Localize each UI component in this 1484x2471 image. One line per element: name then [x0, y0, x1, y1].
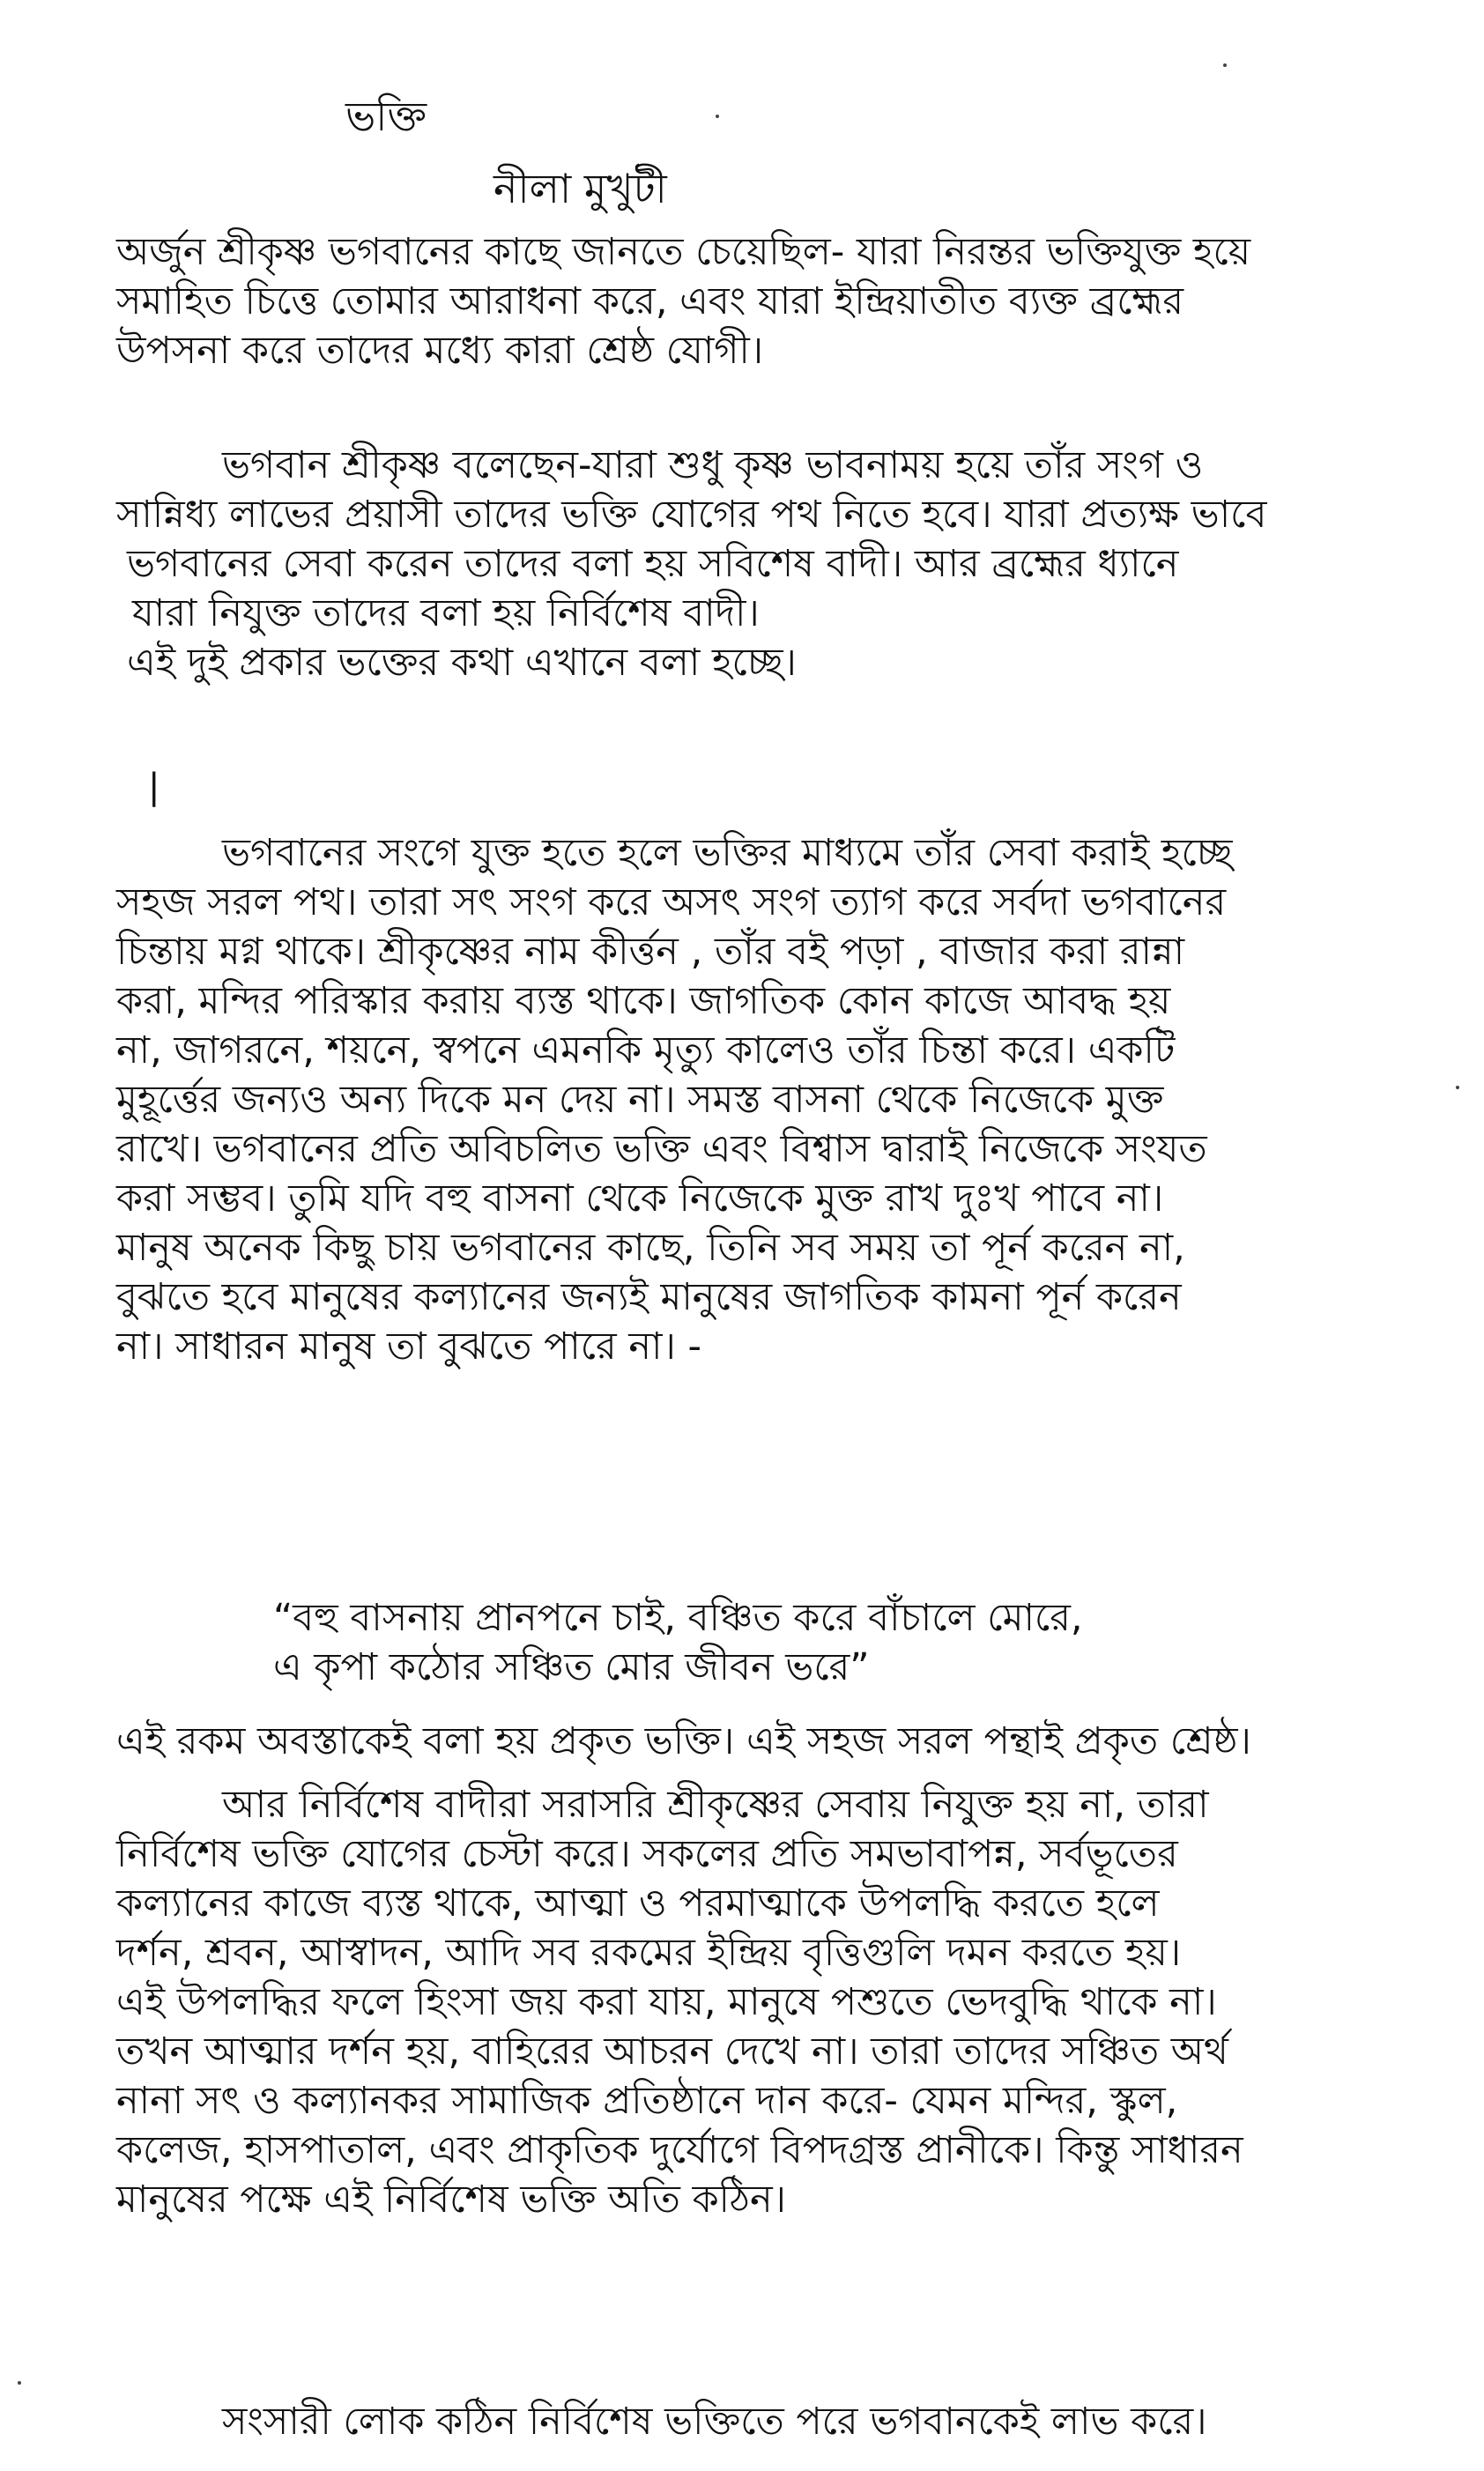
- paragraph-6: [116, 2397, 1456, 2446]
- scan-speck: [1223, 63, 1227, 67]
- quote-line: এ কৃপা কঠোর সঞ্চিত মোর জীবন ভরে”: [273, 1645, 870, 1689]
- stray-mark: |: [148, 767, 160, 807]
- text-line: আর নির্বিশেষ বাদীরা সরাসরি শ্রীকৃষ্ণের সেবায় নিযুক্ত হয় না, তারা: [222, 1783, 1209, 1827]
- text-line: এই উপলদ্ধির ফলে হিংসা জয় করা যায়, মানুষে পশুতে ভেদবুদ্ধি থাকে না।: [116, 1980, 1217, 2024]
- text-line: নানা সৎ ও কল্যানকর সামাজিক প্রতিষ্ঠানে দান করে- যেমন মন্দির, স্কুল,: [116, 2079, 1178, 2123]
- text-line: মুহূর্ত্তের জন্যও অন্য দিকে মন দেয় না। সমস্ত বাসনা থেকে নিজেকে মুক্ত: [116, 1078, 1164, 1122]
- paragraph-1: [116, 227, 1456, 375]
- text-line: অর্জুন শ্রীকৃষ্ণ ভগবানের কাছে জানতে চেয়েছিল- যারা নিরন্তর ভক্তিযুক্ত হয়ে: [116, 230, 1251, 274]
- text-line: রাখে। ভগবানের প্রতি অবিচলিত ভক্তি এবং বিশ্বাস দ্বারাই নিজেকে সংযত: [116, 1127, 1207, 1171]
- text-line: করা সম্ভব। তুমি যদি বহু বাসনা থেকে নিজেকে মুক্ত রাখ দুঃখ পাবে না।: [116, 1176, 1164, 1221]
- text-line: নির্বিশেষ ভক্তি যোগের চেস্টা করে। সকলের প্রতি সমভাবাপন্ন, সর্বভূতের: [116, 1832, 1178, 1876]
- text-line: ভগবানের সংগে যুক্ত হতে হলে ভক্তির মাধ্যমে তাঁর সেবা করাই হচ্ছে: [222, 831, 1233, 875]
- text-line: কলেজ, হাসপাতাল, এবং প্রাকৃতিক দুর্যোগে বিপদগ্রস্ত প্রানীকে। কিন্তু সাধারন: [116, 2128, 1243, 2172]
- scan-speck: [716, 115, 719, 118]
- paragraph-4: [116, 1717, 1456, 1766]
- text-line: সান্নিধ্য লাভের প্রয়াসী তাদের ভক্তি যোগের পথ নিতে হবে। যারা প্রত্যক্ষ ভাবে: [116, 493, 1267, 537]
- poem-quote: [273, 1593, 1484, 1692]
- paragraph-5: [116, 1780, 1456, 2224]
- paragraph-2: [116, 441, 1456, 687]
- text-line: না। সাধারন মানুষ তা বুঝতে পারে না। -: [116, 1325, 702, 1369]
- text-line: এই রকম অবস্তাকেই বলা হয় প্রকৃত ভক্তি। এই সহজ সরল পন্থাই প্রকৃত শ্রেষ্ঠ।: [116, 1719, 1251, 1763]
- text-line: তখন আত্মার দর্শন হয়, বাহিরের আচরন দেখে না। তারা তাদের সঞ্চিত অর্থ: [116, 2029, 1228, 2074]
- text-line: এই দুই প্রকার ভক্তের কথা এখানে বলা হচ্ছে।: [127, 641, 797, 685]
- text-line: ভগবানের সেবা করেন তাদের বলা হয় সবিশেষ বাদী। আর ব্রহ্মের ধ্যানে: [127, 542, 1179, 586]
- text-line: যারা নিযুক্ত তাদের বলা হয় নির্বিশেষ বাদী।: [132, 591, 760, 635]
- text-line: বুঝতে হবে মানুষের কল্যানের জন্যই মানুষের জাগতিক কামনা পূর্ন করেন: [116, 1275, 1182, 1319]
- text-line: কল্যানের কাজে ব্যস্ত থাকে, আত্মা ও পরমাত্মাকে উপলদ্ধি করতে হলে: [116, 1881, 1160, 1926]
- text-line: ভগবান শ্রীকৃষ্ণ বলেছেন-যারা শুধু কৃষ্ণ ভাবনাময় হয়ে তাঁর সংগ ও: [222, 443, 1204, 487]
- text-line: মানুষের পক্ষে এই নির্বিশেষ ভক্তি অতি কঠিন।: [116, 2178, 787, 2222]
- text-line: মানুষ অনেক কিছু চায় ভগবানের কাছে, তিনি সব সময় তা পূর্ন করেন না,: [116, 1226, 1185, 1270]
- text-line: করা, মন্দির পরিস্কার করায় ব্যস্ত থাকে। জাগতিক কোন কাজে আবদ্ধ হয়: [116, 979, 1171, 1023]
- text-line: না, জাগরনে, শয়নে, স্বপনে এমনকি মৃত্যু কালেও তাঁর চিন্তা করে। একটি: [116, 1028, 1176, 1072]
- text-line: সমাহিত চিত্তে তোমার আরাধনা করে, এবং যারা ইন্দ্রিয়াতীত ব্যক্ত ব্রহ্মের: [116, 279, 1184, 323]
- scan-speck: [1456, 1086, 1459, 1089]
- text-line: সহজ সরল পথ। তারা সৎ সংগ করে অসৎ সংগ ত্যাগ করে সর্বদা ভগবানের: [116, 880, 1227, 924]
- text-line: দর্শন, শ্রবন, আস্বাদন, আদি সব রকমের ইন্দ্রিয় বৃত্তিগুলি দমন করতে হয়।: [116, 1931, 1182, 1975]
- quote-line: “বহু বাসনায় প্রানপনে চাই, বঞ্চিত করে বাঁচালে মোরে,: [273, 1596, 1083, 1640]
- text-line: চিন্তায় মগ্ন থাকে। শ্রীকৃষ্ণের নাম কীর্ত্তন , তাঁর বই পড়া , বাজার করা রান্না: [116, 930, 1185, 974]
- author-name: নীলা মুখুটী: [493, 165, 667, 212]
- scan-speck: [18, 2381, 21, 2385]
- text-line: সংসারী লোক কঠিন নির্বিশেষ ভক্তিতে পরে ভগবানকেই লাভ করে।: [222, 2400, 1207, 2444]
- page-title: ভক্তি: [345, 93, 427, 140]
- paragraph-3: [116, 828, 1456, 1371]
- text-line: উপসনা করে তাদের মধ্যে কারা শ্রেষ্ঠ যোগী।: [116, 329, 764, 373]
